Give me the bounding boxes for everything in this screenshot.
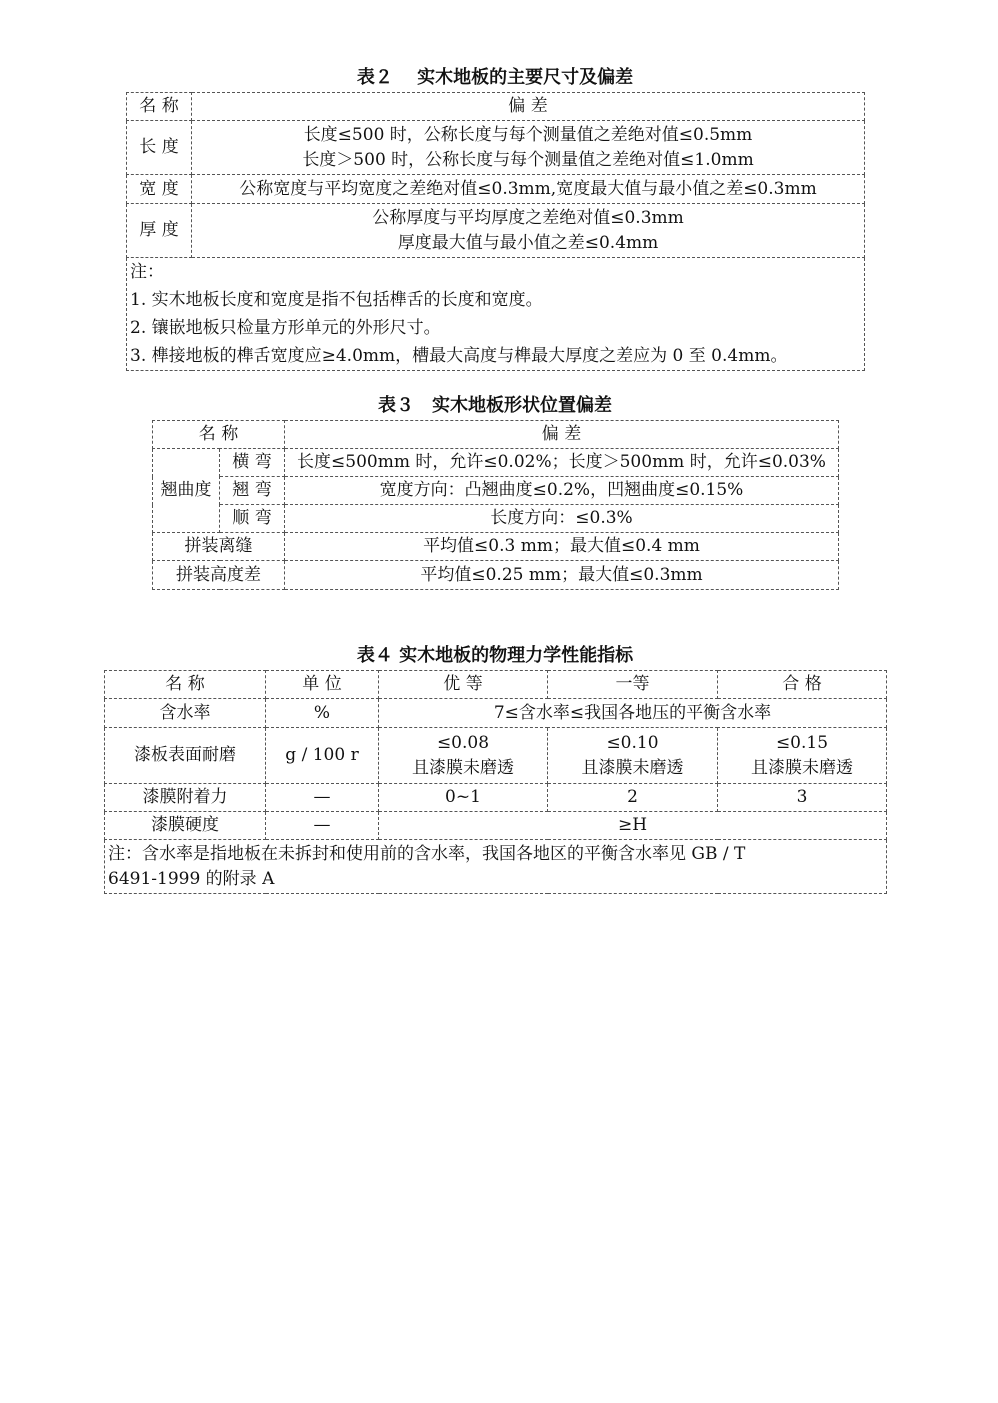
table2-row-name: 长 度 bbox=[127, 121, 192, 175]
table3-row-cupping bbox=[153, 477, 839, 505]
table3-row-value: 宽度方向：凸翘曲度≤0.2%，凹翘曲度≤0.15% bbox=[285, 477, 839, 505]
table2-note-line: 2. 镶嵌地板只检量方形单元的外形尺寸。 bbox=[130, 318, 441, 338]
table4-cell-line: 且漆膜未磨透 bbox=[412, 757, 514, 778]
table4-row-unit: — bbox=[266, 784, 379, 812]
table4-cell-excellent: 0~1 bbox=[379, 784, 548, 812]
table4-cell-line: 且漆膜未磨透 bbox=[751, 757, 853, 778]
table2-caption: 表２ 实木地板的主要尺寸及偏差 bbox=[356, 67, 634, 88]
table4-row-moisture bbox=[105, 699, 887, 728]
table3-sub-name: 顺 弯 bbox=[220, 505, 285, 533]
table2-row-thickness bbox=[127, 204, 865, 258]
table4-cell-line: ≤0.10 bbox=[606, 732, 659, 753]
table2-header-deviation: 偏 差 bbox=[192, 93, 865, 121]
table2-row-value: 公称宽度与平均宽度之差绝对值≤0.3mm,宽度最大值与最小值之差≤0.3mm bbox=[192, 175, 865, 204]
table4-header-cell: 合 格 bbox=[718, 671, 887, 699]
table3-warp-label: 翘曲度 bbox=[153, 449, 220, 533]
table4-cell-qualified bbox=[718, 728, 887, 784]
table4-note-line: 注：含水率是指地板在未拆封和使用前的含水率，我国各地区的平衡含水率见 GB / T bbox=[108, 843, 746, 864]
table3-header-deviation: 偏 差 bbox=[285, 421, 839, 449]
table3-caption: 表３ 实木地板形状位置偏差 bbox=[378, 395, 612, 416]
table4-cell-qualified: 3 bbox=[718, 784, 887, 812]
table2-note-line: 3. 榫接地板的榫舌宽度应≥4.0mm，槽最大高度与榫最大厚度之差应为 0 至 0.4mm。 bbox=[130, 346, 788, 366]
table3-row-bow bbox=[153, 505, 839, 533]
table4-header-cell: 优 等 bbox=[379, 671, 548, 699]
table2 bbox=[126, 92, 865, 371]
table3-row-value: 长度≤500mm 时，允许≤0.02%；长度＞500mm 时，允许≤0.03% bbox=[285, 449, 839, 477]
table2-note-line: 1. 实木地板长度和宽度是指不包括榫舌的长度和宽度。 bbox=[130, 290, 543, 310]
table4-row-name: 漆膜硬度 bbox=[105, 812, 266, 840]
table2-row-width bbox=[127, 175, 865, 204]
table2-notes-row bbox=[127, 258, 865, 371]
table2-row-value-line: 长度≤500 时，公称长度与每个测量值之差绝对值≤0.5mm bbox=[303, 124, 753, 145]
table2-row-value bbox=[192, 204, 865, 258]
table4-cell-first bbox=[548, 728, 718, 784]
table4-row-unit: g / 100 r bbox=[266, 728, 379, 784]
table2-row-value bbox=[192, 121, 865, 175]
table4-note-row bbox=[105, 840, 887, 894]
table2-row-length bbox=[127, 121, 865, 175]
table2-row-name: 宽 度 bbox=[127, 175, 192, 204]
table4-row-value: ≥H bbox=[379, 812, 887, 840]
table4-row-unit: — bbox=[266, 812, 379, 840]
table4-row-adhesion bbox=[105, 784, 887, 812]
table4-cell-line: ≤0.08 bbox=[436, 732, 490, 753]
table2-note-line: 注： bbox=[130, 262, 164, 282]
table2-notes bbox=[127, 258, 865, 371]
table4-row-unit: % bbox=[266, 699, 379, 728]
table2-row-name: 厚 度 bbox=[127, 204, 192, 258]
table2-row-value-line: 公称厚度与平均厚度之差绝对值≤0.3mm bbox=[372, 207, 684, 228]
table3-sub-name: 翘 弯 bbox=[220, 477, 285, 505]
table4-header-cell: 一等 bbox=[548, 671, 718, 699]
table3-header-row bbox=[153, 421, 839, 449]
table3-row-value: 平均值≤0.3 mm；最大值≤0.4 mm bbox=[285, 533, 839, 561]
table4-cell-first: 2 bbox=[548, 784, 718, 812]
table4-cell-line: 且漆膜未磨透 bbox=[581, 757, 684, 778]
table4-caption: 表４ 实木地板的物理力学性能指标 bbox=[356, 645, 634, 666]
table4-header-row bbox=[105, 671, 887, 699]
table3-row-height-diff bbox=[153, 561, 839, 590]
table2-header-row bbox=[127, 93, 865, 121]
table4-header-cell: 名 称 bbox=[105, 671, 266, 699]
table3-row-name: 拼装高度差 bbox=[153, 561, 285, 590]
table3-header-name: 名 称 bbox=[153, 421, 285, 449]
table4-row-name: 漆板表面耐磨 bbox=[105, 728, 266, 784]
table4-note-line: 6491-1999 的附录 A bbox=[108, 868, 275, 889]
table4-row-abrasion bbox=[105, 728, 887, 784]
table3-row-value: 平均值≤0.25 mm；最大值≤0.3mm bbox=[285, 561, 839, 590]
table2-row-value-line: 长度＞500 时，公称长度与每个测量值之差绝对值≤1.0mm bbox=[302, 149, 754, 170]
table3-row-value: 长度方向：≤0.3% bbox=[285, 505, 839, 533]
table4 bbox=[104, 670, 887, 894]
table4-row-name: 漆膜附着力 bbox=[105, 784, 266, 812]
table3-row-transverse-bow bbox=[153, 449, 839, 477]
table3-row-gap bbox=[153, 533, 839, 561]
table3 bbox=[152, 420, 839, 590]
table4-header-cell: 单 位 bbox=[266, 671, 379, 699]
table2-header-name: 名 称 bbox=[127, 93, 192, 121]
table3-row-name: 拼装离缝 bbox=[153, 533, 285, 561]
table4-cell-line: ≤0.15 bbox=[775, 732, 829, 753]
table4-note bbox=[105, 840, 887, 894]
table3-sub-name: 横 弯 bbox=[220, 449, 285, 477]
table4-row-hardness bbox=[105, 812, 887, 840]
table4-cell-excellent bbox=[379, 728, 548, 784]
table4-row-value: 7≤含水率≤我国各地压的平衡含水率 bbox=[379, 699, 887, 728]
table2-row-value-line: 厚度最大值与最小值之差≤0.4mm bbox=[397, 232, 659, 253]
table4-row-name: 含水率 bbox=[105, 699, 266, 728]
